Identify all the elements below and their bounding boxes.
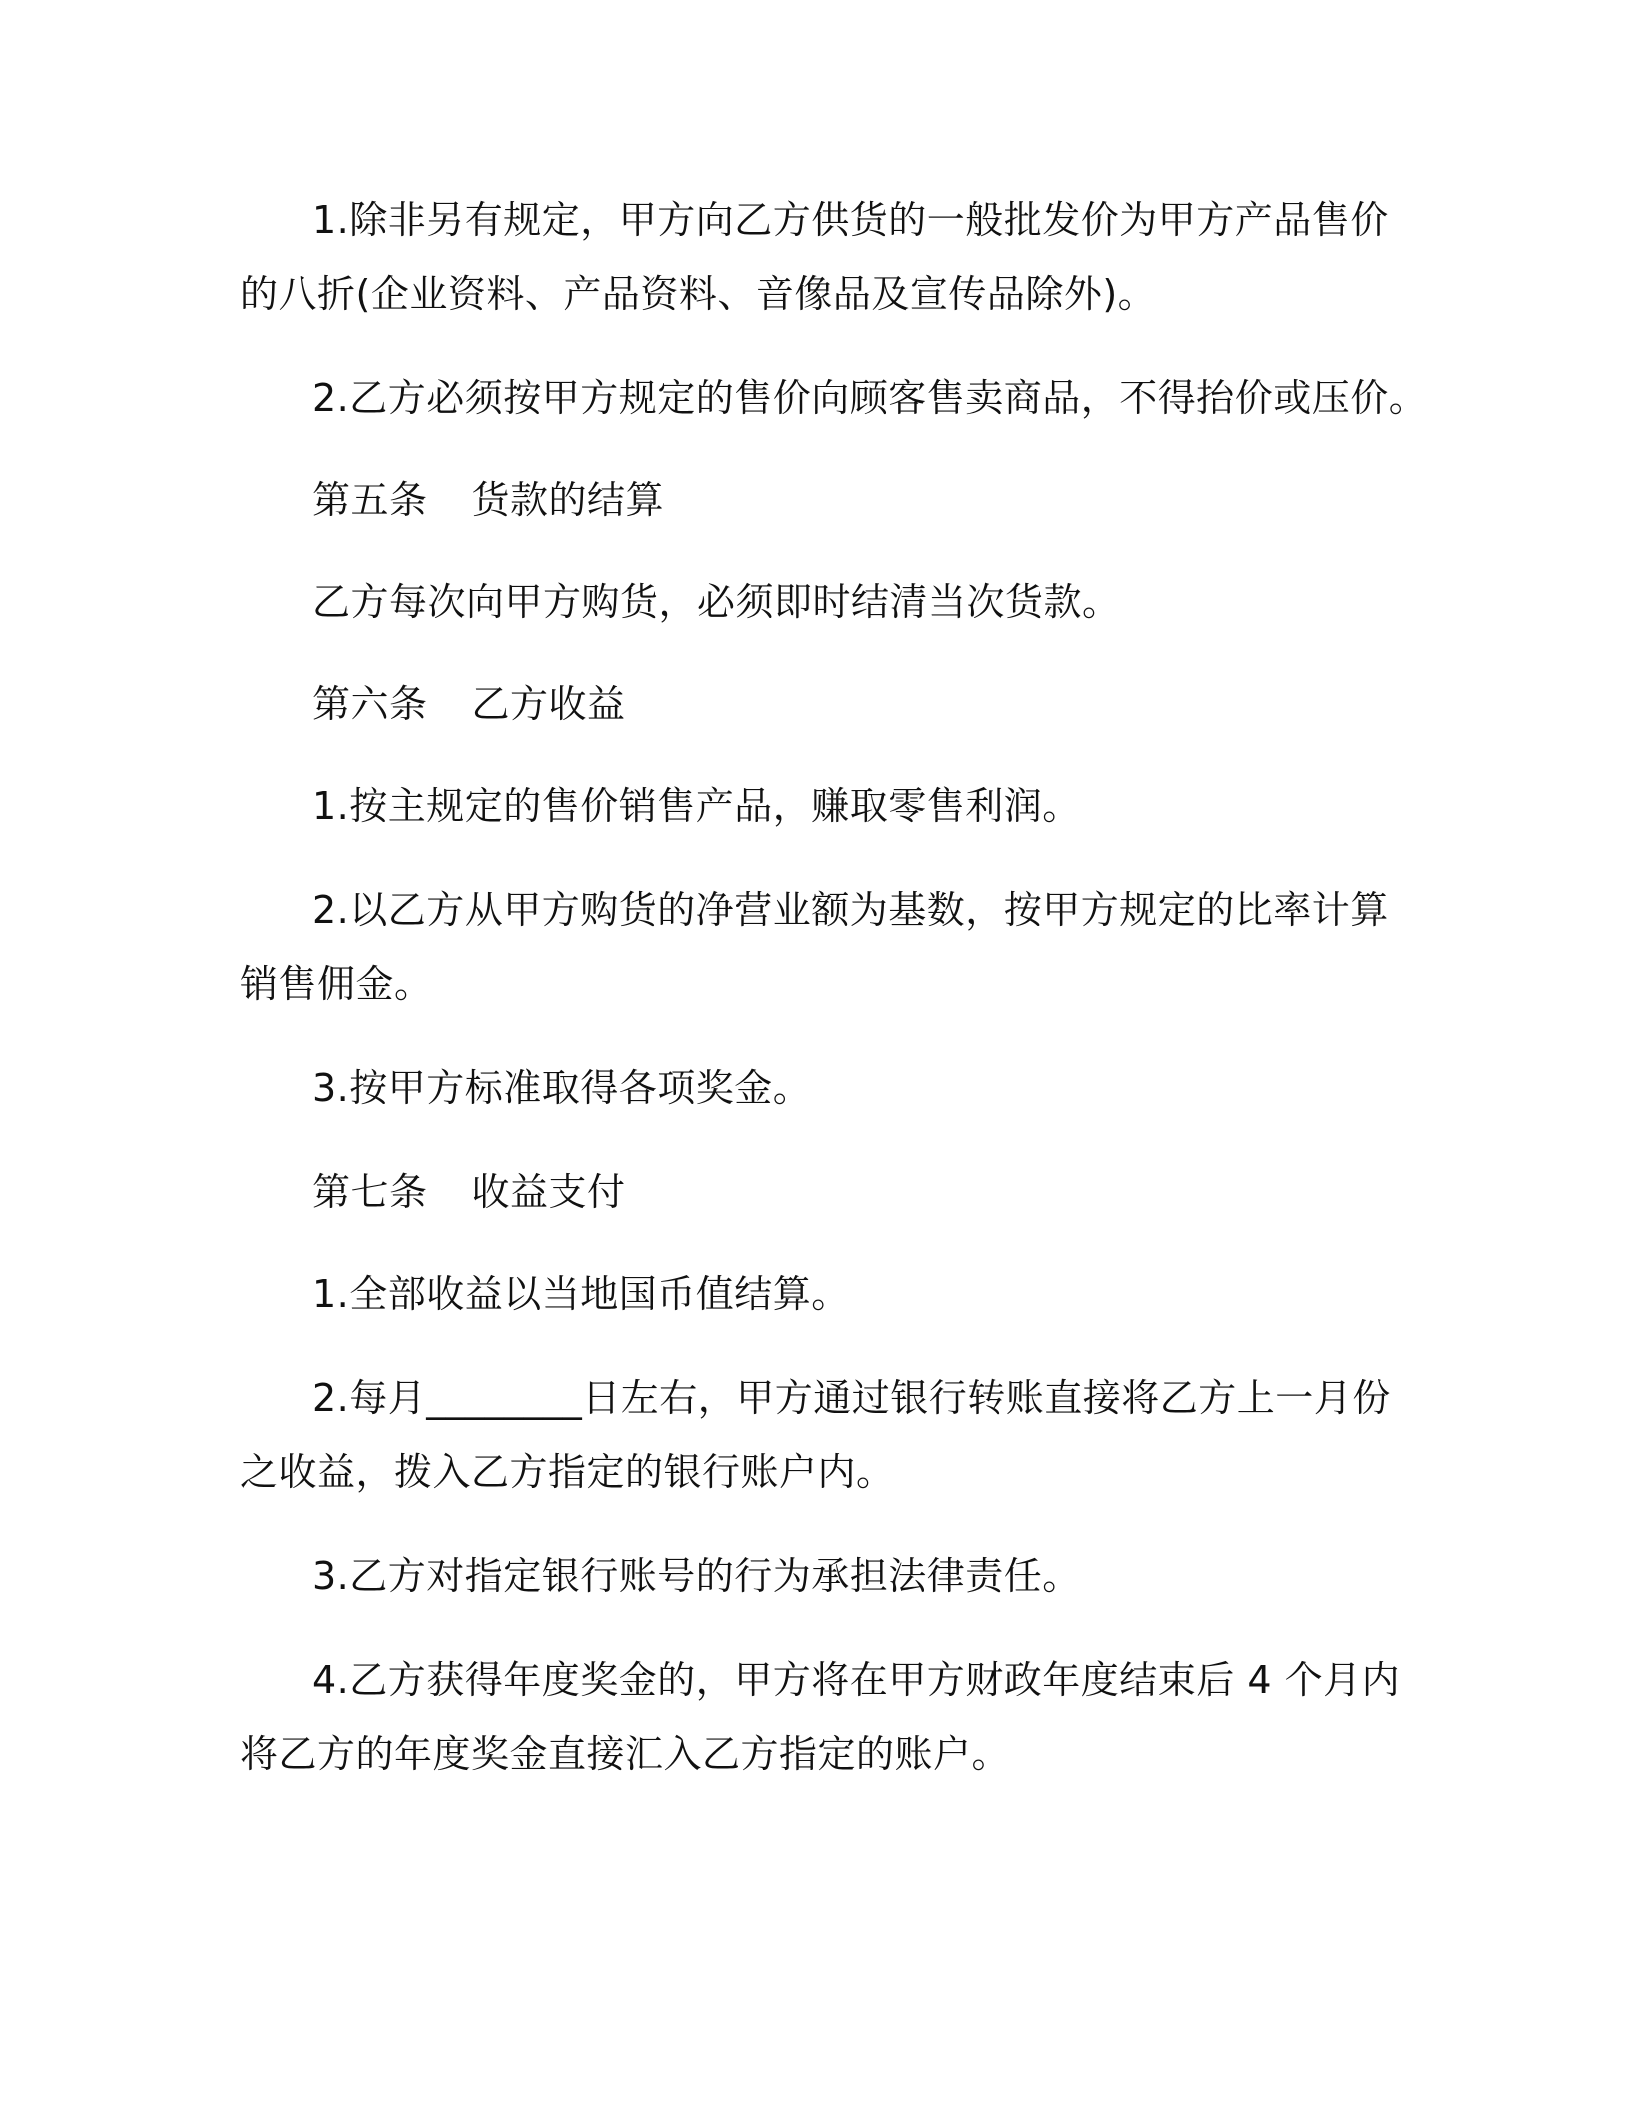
clause-6-1: 1.按主规定的售价销售产品，赚取零售利润。 (312, 784, 1081, 828)
article-7-title: 收益支付 (471, 1170, 626, 1214)
article-6-heading (312, 680, 626, 728)
article-5-number: 第五条 (312, 478, 428, 522)
clause-7-4-line-2: 将乙方的年度奖金直接汇入乙方指定的账户。 (240, 1732, 1011, 1776)
article-5-text: 乙方每次向甲方购货，必须即时结清当次货款。 (312, 580, 1121, 624)
article-7-number: 第七条 (312, 1170, 428, 1214)
clause-4-1-line-2: 的八折(企业资料、产品资料、音像品及宣传品除外)。 (240, 272, 1157, 316)
article-6-number: 第六条 (312, 682, 428, 726)
clause-7-4-line-1: 4.乙方获得年度奖金的，甲方将在甲方财政年度结束后 4 个月内 (312, 1658, 1401, 1702)
clause-6-2-line-2: 销售佣金。 (240, 962, 433, 1006)
clause-7-2-line-1: 2.每月________日左右，甲方通过银行转账直接将乙方上一月份 (312, 1376, 1391, 1420)
article-6-title: 乙方收益 (471, 682, 626, 726)
clause-4-1-line-1: 1.除非另有规定，甲方向乙方供货的一般批发价为甲方产品售价 (312, 198, 1389, 242)
clause-7-3: 3.乙方对指定银行账号的行为承担法律责任。 (312, 1554, 1081, 1598)
article-7-heading (312, 1168, 626, 1216)
clause-6-3: 3.按甲方标准取得各项奖金。 (312, 1066, 812, 1110)
clause-7-2-line-2: 之收益，拨入乙方指定的银行账户内。 (240, 1450, 895, 1494)
clause-4-2: 2.乙方必须按甲方规定的售价向顾客售卖商品，不得抬价或压价。 (312, 376, 1428, 420)
article-5-title: 货款的结算 (471, 478, 665, 522)
clause-7-1: 1.全部收益以当地国币值结算。 (312, 1272, 850, 1316)
article-5-heading (312, 476, 664, 524)
clause-6-2-line-1: 2.以乙方从甲方购货的净营业额为基数，按甲方规定的比率计算 (312, 888, 1389, 932)
